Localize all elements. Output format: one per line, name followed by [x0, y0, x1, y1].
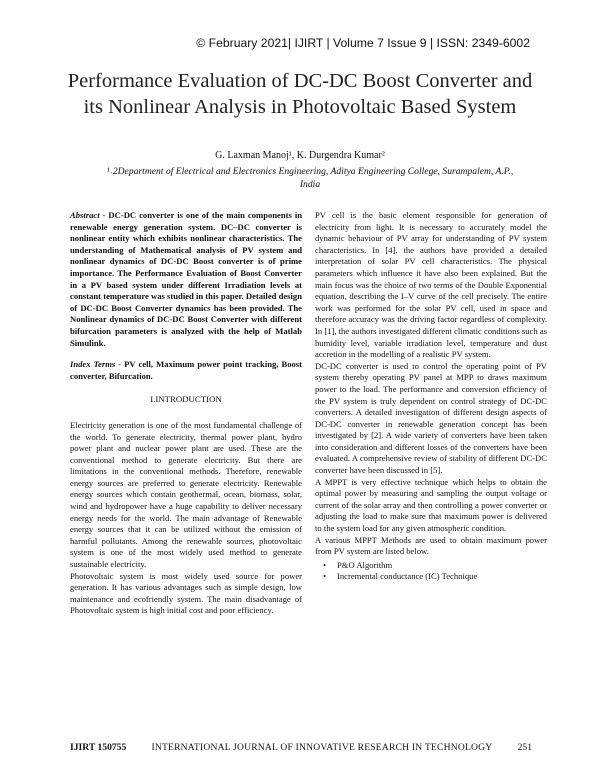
intro-paragraph-2: Photovoltaic system is most widely used source for power generation. It has various advantages such as simple design, low maintenance and ecofriendly system. The main disadvantage of Photovoltaic system is high initial cost and poor efficiency. [70, 570, 302, 616]
authors: G. Laxman Manoj¹, K. Durgendra Kumar² [215, 150, 385, 161]
page-header: © February 2021| IJIRT | Volume 7 Issue 9 | ISSN: 2349-6002 [196, 36, 530, 50]
index-terms-text: PV cell, Maximum power point tracking, Boost converter, Bifurcation. [70, 359, 302, 381]
footer-journal: INTERNATIONAL JOURNAL OF INNOVATIVE RESEARCH IN TECHNOLOGY [151, 742, 493, 753]
page-number: 251 [517, 742, 532, 753]
index-terms-label: Index Terms - [70, 359, 122, 370]
footer-paper-id: IJIRT 150755 [70, 742, 127, 753]
index-terms [70, 359, 302, 382]
right-paragraph-4: A various MPPT Methods are used to obtain maximum power from PV system are listed below. [315, 534, 547, 557]
right-paragraph-2: DC-DC converter is used to control the operating point of PV system thereby operating PV panel at MPP to draws maximum power to the load. The performance and conversion efficiency of the PV system is truly dependent on control strategy of DC-DC converters. A detailed investigation of different design aspects of DC-DC converter in renewable generation concept has been investigated by [2]. A wide variety of converters have been taken into consideration and different losses of the converters have been evaluated. A comprehensive review of stability of different DC-DC converter have been discussed in [5]. [315, 360, 547, 476]
paper-title [0, 68, 600, 120]
page-footer [70, 742, 532, 753]
left-column [70, 210, 302, 617]
abstract-label: Abstract - [70, 210, 106, 220]
section-heading: I.INTRODUCTION [150, 394, 222, 405]
right-column [315, 210, 547, 583]
title-line-1: Performance Evaluation of DC-DC Boost Converter and [67, 70, 533, 92]
mppt-method-list [315, 560, 547, 583]
right-paragraph-1: PV cell is the basic element responsible for generation of electricity from light. It is necessary to accurately model the dynamic behaviour of PV array for understanding of PV system characteristics. In [4], the authors have provided a detailed interpretation of solar PV cell characteristics. The physical parameters which influence it have also been explained. But the main focus was the choice of two terms of the Double Exponential equation, describing the I–V curve of the cell precisely. The entire work was performed for the solar PV cell, used in space and therefore accuracy was the driving factor regardless of complexity. In [1], the authors investigated different climatic conditions such as humidity level, variable irradiation level, temperature and dust accretion in the modelling of a realistic PV system. [315, 210, 547, 360]
right-paragraph-3: A MPPT is very effective technique which helps to obtain the optimal power by measuring and sampling the output voltage or current of the solar array and then controlling a power converter or adjusting the load to make sure that maximum power is delivered to the system load for any given atmospheric condition. [315, 476, 547, 534]
abstract [70, 210, 302, 349]
intro-paragraph-1: Electricity generation is one of the most fundamental challenge of the world. To generate electricity, thermal power plant, hydro power plant and nuclear power plant are used. These are the conventional method to generate electricity. But there are limitations in the conventional methods. Therefore, renewable energy sources are preferred to generate electricity. Renewable energy sources which contain geothermal, ocean, biomass, solar, wind and hydropower have a huge capability to deliver necessary energy needs for the world. The main advantage of Renewable energy sources that it can be utilized without the emission of harmful pollutants. Among the renewable sources, photovoltaic system is one of the most widely used method to generate sustainable electricity. [70, 419, 302, 570]
list-item: • P&O Algorithm [327, 560, 547, 572]
abstract-text: DC-DC converter is one of the main components in renewable energy generation system. DC–DC converter is nonlinear entity which exhibits nonlinear characteristics. The understanding of Mathematical analysis of PV system and nonlinear dynamics of DC-DC Boost converter is of prime importance. The Performance Evaluation of Boost Converter in a PV based system under different Irradiation levels at constant temperature was studied in this paper. Detailed design of DC-DC Boost Converter dynamics has been provided. The Nonlinear dynamics of DC-DC Boost Converter with different bifurcation parameters is analyzed with the help of Matlab Simulink. [70, 210, 302, 348]
affiliation: ¹˒2Department of Electrical and Electronics Engineering, Aditya Engineering College, Surampalem, A.P., India [106, 166, 514, 190]
list-item: • Incremental conductance (IC) Technique [327, 571, 547, 583]
title-line-2: its Nonlinear Analysis in Photovoltaic Based System [83, 96, 517, 118]
